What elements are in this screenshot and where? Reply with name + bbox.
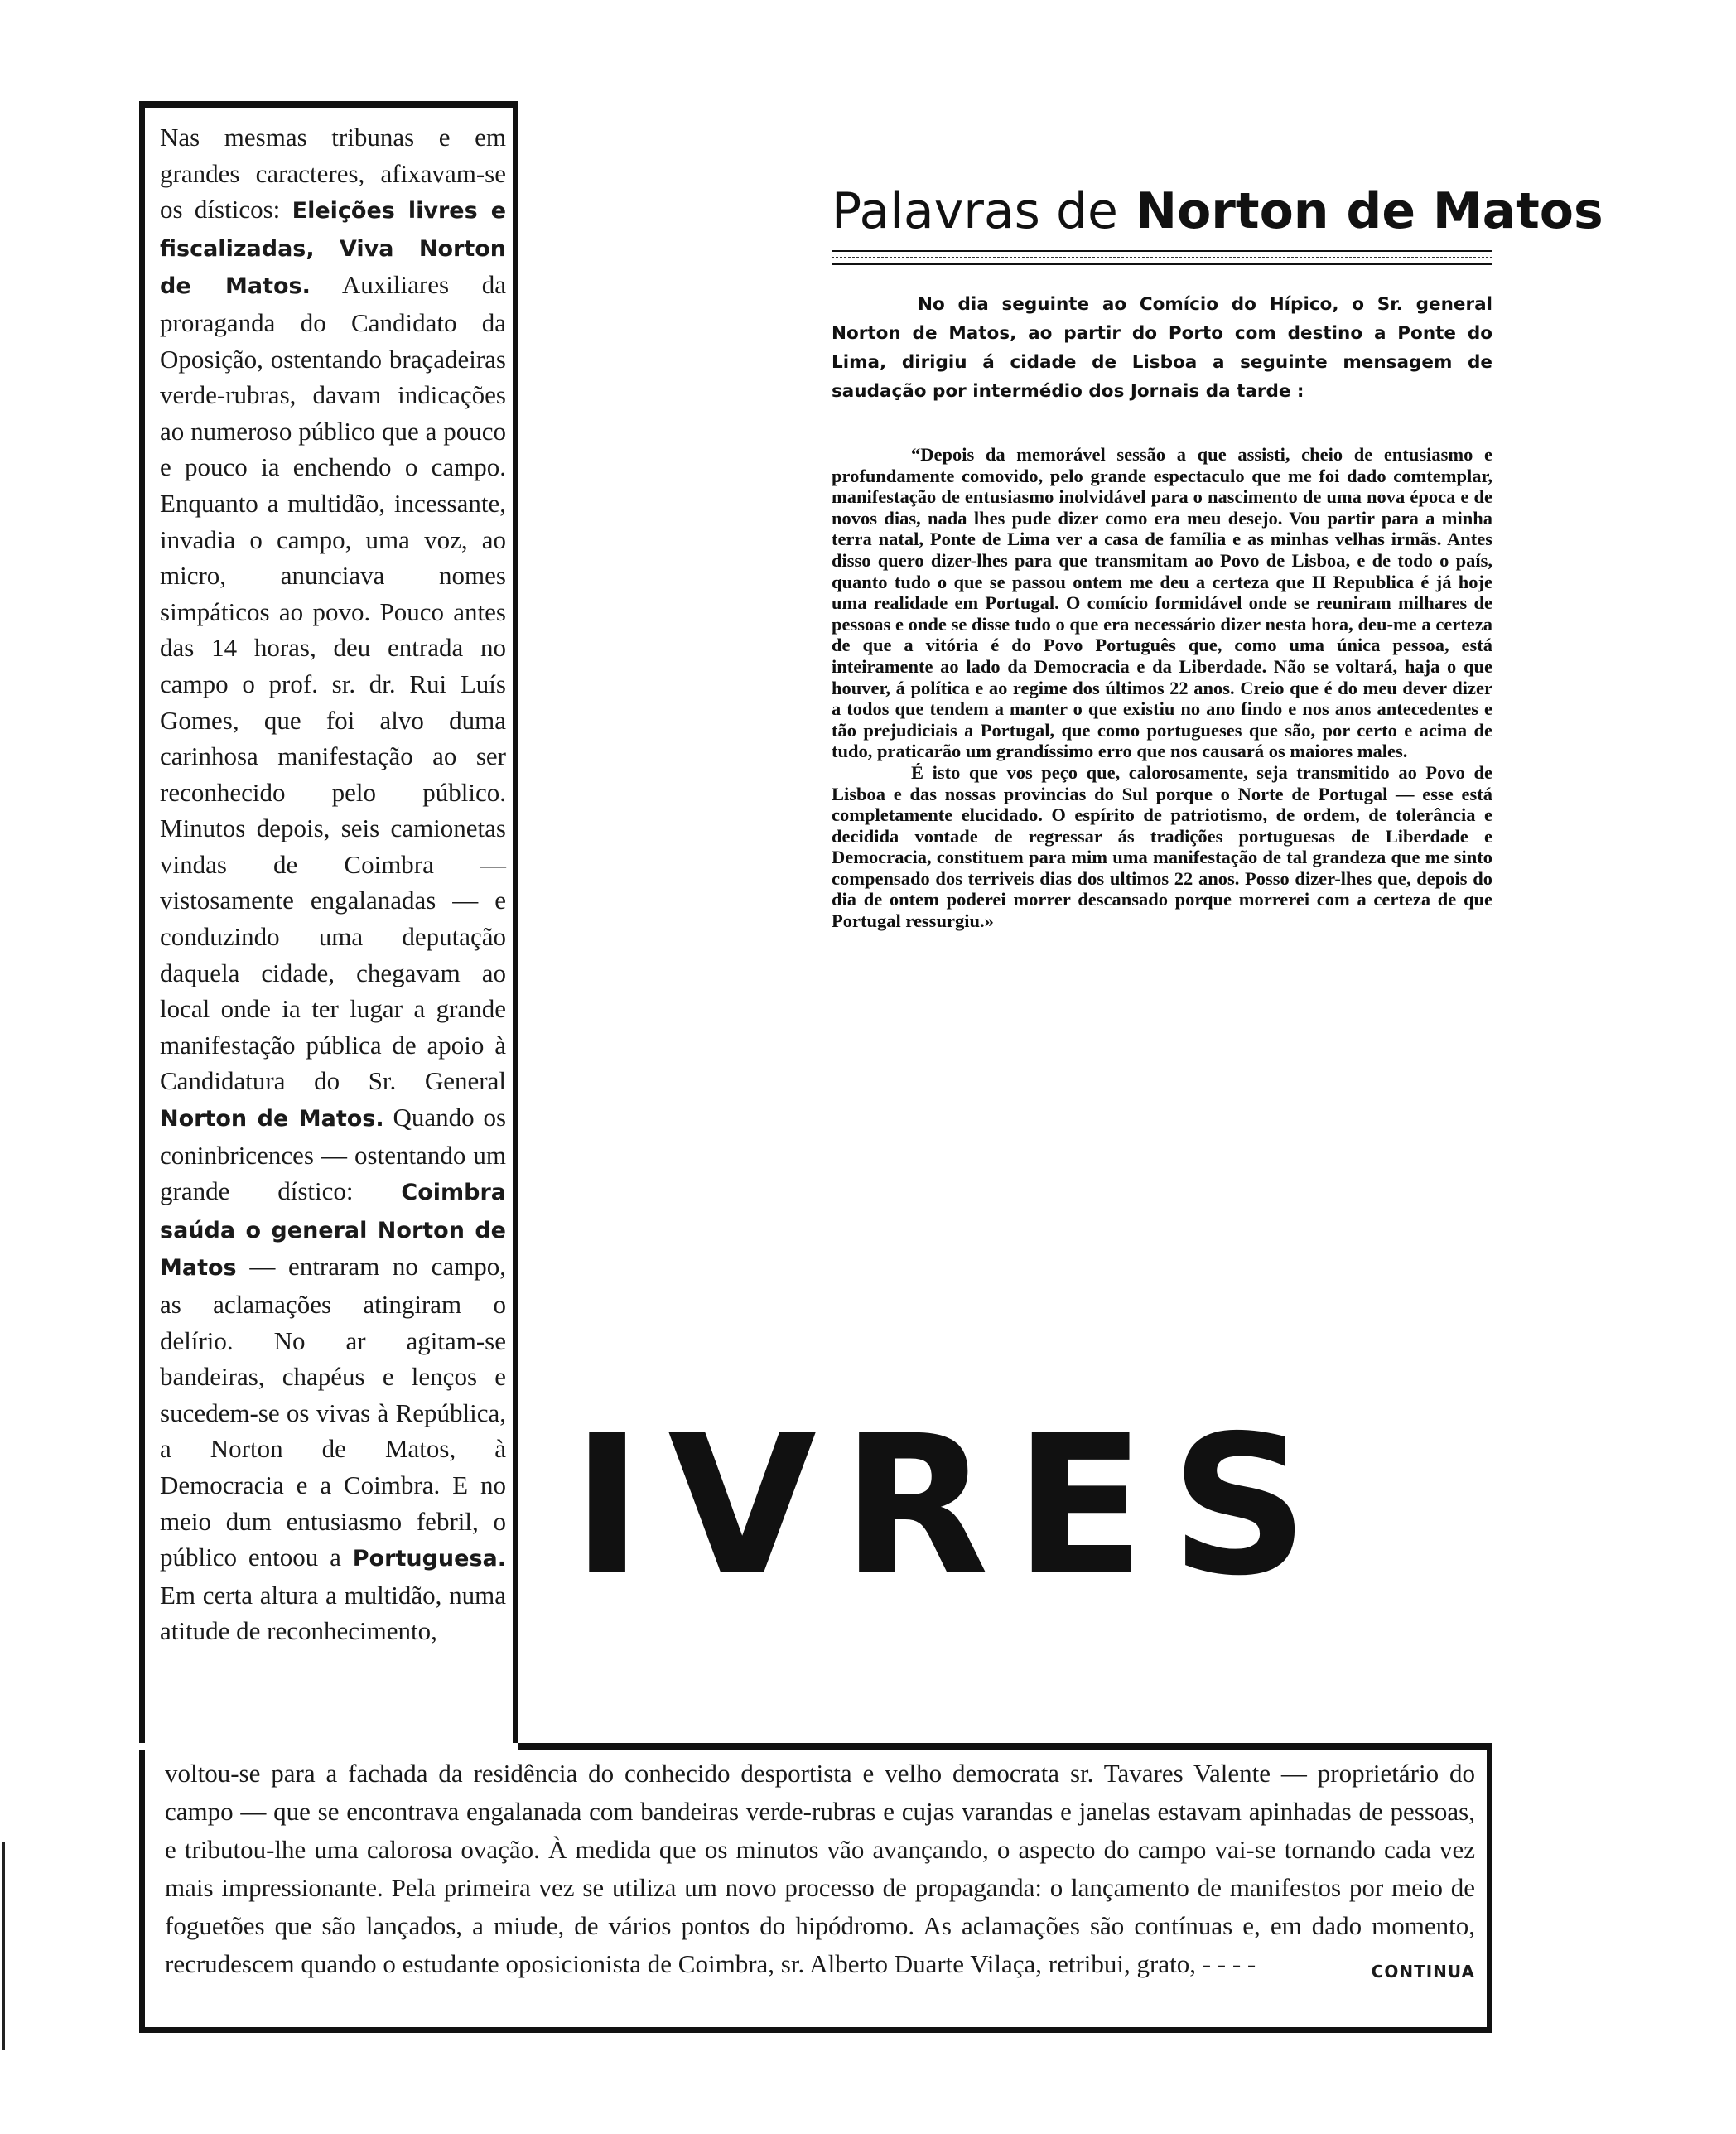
headline-bold: Norton de Matos [1135, 182, 1603, 240]
quote-paragraph-2: É isto que vos peço que, calorosamente, seja transmitido ao Povo de Lisboa e das nossas provincias do Sul porque o Norte de Portugal — esse está completamente elucidado. O espírito de patriotismo, de ordem, de tolerância e decidida vontade de regressar ás tradições portuguesas de Liberdade e Democracia, constituem para mim uma manifestação de tal grandeza que me sinto compensado dos terriveis dias dos ultimos 22 anos. Posso dizer-lhes que, depois do dia de ontem poderei morrer descansado porque morrerei com a certeza de que Portugal ressurgiu.» [832, 761, 1492, 932]
left-text-slogan: Eleições livres e fiscalizadas, Viva Norton de Matos. [160, 198, 507, 300]
headline-light: Palavras de [832, 182, 1118, 240]
article-intro: No dia seguinte ao Comício do Hípico, o Sr. general Norton de Matos, ao partir do Porto com destino a Ponte do Lima, dirigiu á cidade de Lisboa a seguinte mensagem de saudação por intermédio dos Jornais da tarde : [832, 294, 1492, 402]
bottom-text-body: voltou-se para a fachada da residência do conhecido desportista e velho democrata sr. Tavares Valente — proprietário do campo — que se encontrava engalanada com bandeiras verde-rubras e cujas varandas e janelas estavam apinhadas de pessoas, e tributou-lhe uma calorosa ovação. À medida que os minutos vão avançando, o aspecto do campo vai-se tornando cada vez mais impressionante. Pela primeira vez se utiliza um novo processo de propaganda: o lançamento de manifestos por meio de foguetões que são lançados, a miude, de vários pontos do hipódromo. As aclamações são contínuas e, em dado momento, recrudescem quando o estudante oposicionista de Coimbra, sr. Alberto Duarte Vilaça, retribui, grato, - - - - [165, 1759, 1475, 1978]
left-text-name: Norton de Matos. [160, 1106, 384, 1132]
left-text-p3: Quando os coninbricences — ostentando um grande dístico: [160, 1103, 507, 1206]
scan-edge-mark [2, 1842, 5, 2050]
left-text-p1: Nas mesmas tribunas e em grandes caracteres, afixavam-se os dísticos: [160, 123, 506, 225]
left-text-coimbra-slogan: Coimbra saúda o general Norton de Matos [160, 1180, 506, 1282]
continua-label: CONTINUA [1371, 1962, 1475, 1982]
headline-rule-middle [832, 257, 1492, 258]
big-display-word: IVRES [571, 1394, 1334, 1618]
left-text-p5: Em certa altura a multidão, numa atitude de reconhecimento, [160, 1580, 506, 1646]
left-column-text [160, 119, 506, 1649]
article-headline [832, 178, 1603, 244]
left-text-p4: — entraram no campo, as aclamações atingiram o delírio. No ar agitam-se bandeiras, chapéus e lenços e sucedem-se os vivas à República, a Norton de Matos, à Democracia e a Coimbra. E no meio dum entusiasmo febril, o público entoou a [160, 1252, 507, 1572]
headline-rule-top [832, 250, 1492, 252]
quote-paragraph-1: “Depois da memorável sessão a que assisti, cheio de entusiasmo e profundamente comovido, pelo grande espectaculo que me foi dado comtemplar, manifestação de entusiasmo inolvidável para o nascimento de uma nova época e de novos dias, nada lhes pude dizer como era meu desejo. Vou partir para a minha terra natal, Ponte de Lima ver a casa de família e as minhas velhas irmãs. Antes disso quero dizer-lhes para que transmitam ao Povo de Lisboa, e de todo o país, quanto tudo o que se passou ontem me deu a certeza que II Republica é já hoje uma realidade em Portugal. O comício formidável onde se reuniram milhares de pessoas e onde se disse tudo o que era necessário dizer nesta hora, deu-me a certeza de que a vitória é do Povo Português que, como uma única pessoa, está inteiramente ao lado da Democracia e da Liberdade. Não se voltará, haja o que houver, á política e ao regime dos últimos 22 anos. Creio que é do meu dever dizer a todos que tendem a manter o que existiu no ano findo e nos anos antecedentes e tão prejudiciais a Portugal, que como portugueses que são, por certo e acima de tudo, praticarão um grandíssimo erro que nos causará os maiores males. [832, 444, 1492, 762]
bottom-text-box [139, 1743, 1492, 2033]
article-quote [832, 444, 1492, 932]
bottom-text [165, 1755, 1475, 1983]
left-text-p2: Auxiliares da proraganda do Candidato da Oposição, ostentando braçadeiras verde-rubras, davam indicações ao numeroso público que a pouco e pouco ia enchendo o campo. Enquanto a multidão, incessante, invadia o campo, uma voz, ao micro, anunciava nomes simpáticos ao povo. Pouco antes das 14 horas, deu entrada no campo o prof. sr. dr. Rui Luís Gomes, que foi alvo duma carinhosa manifestação ao ser reconhecido pelo público. Minutos depois, seis camionetas vindas de Coimbra — vistosamente engalanadas — e conduzindo uma deputação daquela cidade, chegavam ao local onde ia ter lugar a grande manifestação pública de apoio à Candidatura do Sr. General [160, 270, 506, 1096]
headline-rule-bottom [832, 263, 1492, 265]
left-text-anthem: Portuguesa. [352, 1546, 506, 1572]
left-column-box [139, 101, 518, 1750]
